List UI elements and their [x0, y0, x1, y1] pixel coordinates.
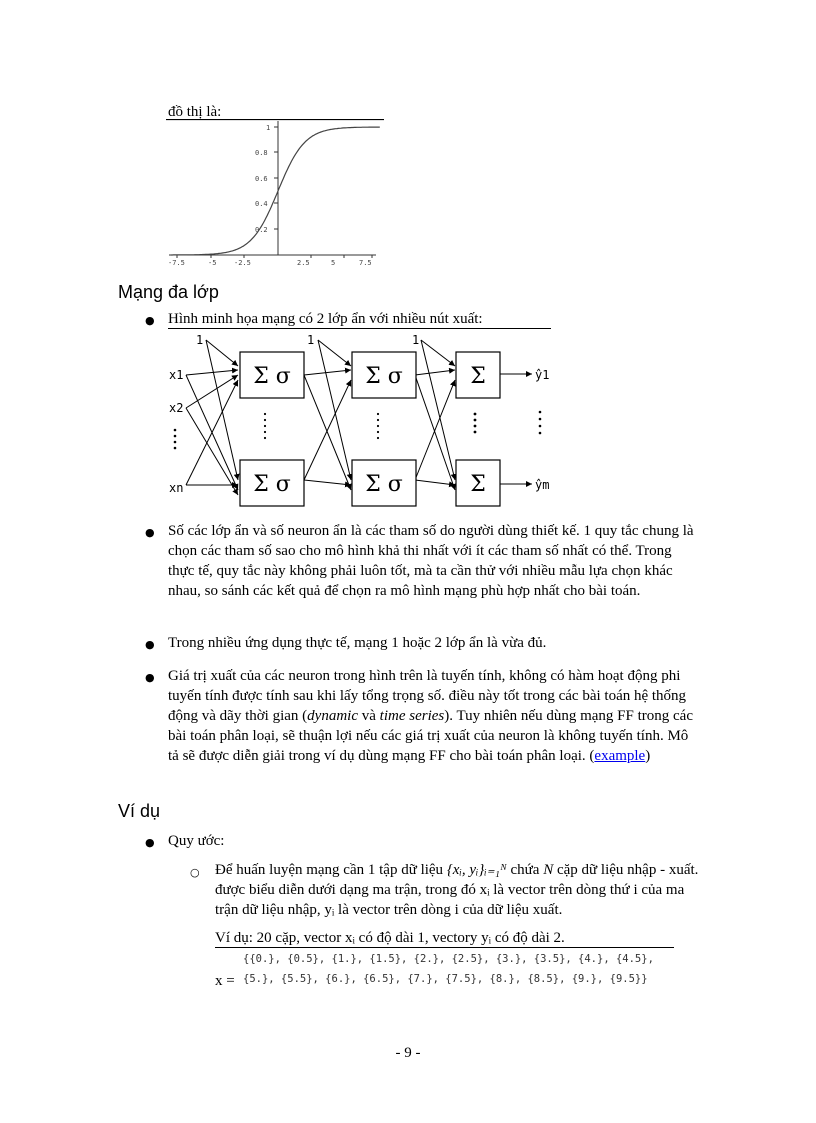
bullet-icon: ● [145, 314, 155, 327]
bullet-text: Quy ước: [168, 833, 225, 849]
bullet-text: Hình minh họa mạng có 2 lớp ẩn với nhiều nút xuất: [168, 311, 483, 327]
bullet-text: Số các lớp ẩn và số neuron ẩn là các tham số do người dùng thiết kế. 1 quy tắc chung là chọn các tham số sao cho mô hình khả thi nhất với ít các tham số nhất có thể. Trong thực tế, quy tắc này không phải luôn tốt, mà ta cần thử với nhiều mẫu lựa chọn khác nhau, so sánh các kết quả để chọn ra mô hình mạng phù hợp nhất cho bài toán. [168, 523, 694, 599]
y-tick: 0.4 [255, 200, 268, 208]
example-line: Ví dụ: 20 cặp, vector xᵢ có độ dài 1, vectory yᵢ có độ dài 2. [215, 930, 565, 946]
sigmoid-plot [166, 119, 384, 269]
section-heading-multilayer: Mạng đa lớp [118, 282, 219, 302]
y-tick: 0.8 [255, 149, 268, 157]
rule [215, 947, 674, 948]
sub-bullet-icon: ○ [190, 866, 200, 879]
x-tick: 7.5 [359, 259, 372, 267]
sum-sigma-label: Σ σ [253, 364, 291, 389]
sum-sigma-label: Σ σ [365, 472, 403, 497]
y-tick: 0.2 [255, 226, 268, 234]
dataset-formula: {xᵢ, yᵢ}ᵢ₌₁ᴺ [446, 862, 507, 878]
bullet-icon: ● [145, 671, 155, 684]
network-diagram [166, 330, 556, 510]
sub-bullet-text: Để huấn luyện mạng cần 1 tập dữ liệu {xᵢ, yᵢ}ᵢ₌₁ᴺ chứa N cặp dữ liệu nhập - xuất. được biểu diễn dưới dạng ma trận, trong đó xᵢ là vector trên dòng thứ i của ma trận dữ liệu nhập, yᵢ là vector trên dòng i của dữ liệu xuất. [215, 862, 699, 918]
x-tick: -2.5 [234, 259, 251, 267]
example-link[interactable]: example [594, 748, 646, 764]
section-heading-example: Ví dụ [118, 801, 161, 821]
x-tick: -5 [208, 259, 217, 267]
x-tick: 2.5 [297, 259, 310, 267]
y-tick: 1 [266, 124, 271, 132]
sum-sigma-label: Σ σ [365, 364, 403, 389]
code-line: {5.}, {5.5}, {6.}, {6.5}, {7.}, {7.5}, {8.}, {8.5}, {9.}, {9.5}} [243, 973, 648, 985]
x-tick: -7.5 [168, 259, 185, 267]
code-label: x = [215, 973, 235, 989]
sum-sigma-label: Σ σ [253, 472, 291, 497]
rule [168, 328, 551, 329]
bullet-text: Trong nhiều ứng dụng thực tế, mạng 1 hoặc 2 lớp ẩn là vừa đủ. [168, 635, 547, 651]
sigmoid-curve [171, 127, 380, 255]
page-number: - 9 - [395, 1045, 421, 1061]
bullet-icon: ● [145, 638, 155, 651]
bullet-text: Giá trị xuất của các neuron trong hình trên là tuyến tính, không có hàm hoạt động phi tuyến tính được tính sau khi lấy tổng trọng số. điều này tốt trong các bài toán hệ thống động và dãy thời gian (dynamic và time series). Tuy nhiên nếu dùng mạng FF trong các bài toán phân loại, sẽ thuận lợi nếu các giá trị xuất của neuron là không tuyến tính. Mô tả sẽ được diễn giải trong ví dụ dùng mạng FF cho bài toán phân loại. (example) [168, 668, 693, 764]
output-label: ŷm [535, 478, 550, 492]
bias-label: 1 [196, 333, 204, 347]
output-label: ŷ1 [535, 368, 550, 382]
bullet-icon: ● [145, 836, 155, 849]
x-tick: 5 [331, 259, 336, 267]
sum-label: Σ [470, 364, 486, 389]
sum-label: Σ [470, 472, 486, 497]
input-label: x2 [169, 401, 184, 415]
y-tick: 0.6 [255, 175, 268, 183]
graph-caption: đồ thị là: [168, 104, 222, 120]
input-label: xn [169, 481, 184, 495]
bullet-icon: ● [145, 526, 155, 539]
bias-label: 1 [307, 333, 315, 347]
input-label: x1 [169, 368, 184, 382]
code-line: {{0.}, {0.5}, {1.}, {1.5}, {2.}, {2.5}, {3.}, {3.5}, {4.}, {4.5}, [243, 953, 654, 965]
bias-label: 1 [412, 333, 420, 347]
